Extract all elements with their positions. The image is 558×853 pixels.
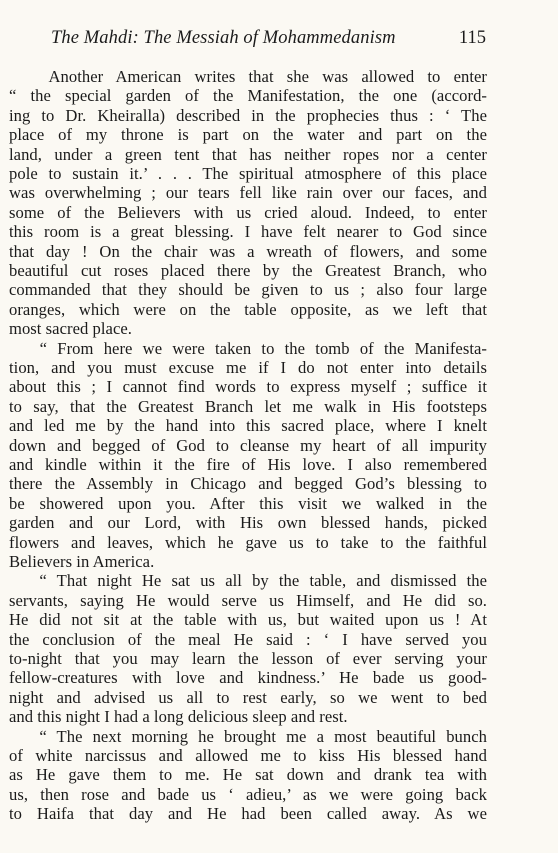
text-line: He did not sit at the table with us, but waited upon us ! At xyxy=(9,610,487,630)
text-line: there the Assembly in Chicago and begged God’s blessing to xyxy=(9,474,487,494)
text-line: was overwhelming ; our tears fell like rain over our faces, and xyxy=(9,183,487,203)
text-line: pole to sustain it.’ . . . The spiritual atmosphere of this place xyxy=(9,164,487,183)
text-line: and led me by the hand into this sacred place, where I knelt xyxy=(9,416,487,436)
text-line: some of the Believers with us cried aloud. Indeed, to enter xyxy=(9,202,487,222)
text-line: garden and our Lord, with His own blessed hands, picked xyxy=(9,513,487,533)
text-line: commanded that they should be given to us ; also four large xyxy=(9,280,487,300)
text-line: “ The next morning he brought me a most beautiful bunch xyxy=(9,726,487,746)
text-line: and kindle within it the fire of His love. I also remembered xyxy=(9,455,487,474)
text-line: night and advised us all to rest early, so we went to bed xyxy=(9,687,487,707)
text-line: that day ! On the chair was a wreath of flowers, and some xyxy=(9,241,487,261)
text-line: tion, and you must excuse me if I do not enter into details xyxy=(9,358,487,377)
text-line: “ From here we were taken to the tomb of the Manifesta- xyxy=(9,338,487,358)
text-line: “ That night He sat us all by the table, and dismissed the xyxy=(9,571,487,591)
text-line: servants, saying He would serve us Himself, and He did so. xyxy=(9,590,487,610)
text-line: place of my throne is part on the water and part on the xyxy=(9,125,487,145)
text-line: land, under a green tent that has neither ropes nor a center xyxy=(9,144,487,164)
text-line: Another American writes that she was allowed to enter xyxy=(9,67,487,86)
text-line: this room is a great blessing. I have felt nearer to God since xyxy=(9,222,487,242)
text-line: most sacred place. xyxy=(9,319,132,339)
text-line: the conclusion of the meal He said : ‘ I have served you xyxy=(9,629,487,649)
text-line: us, then rose and bade us ‘ adieu,’ as we were going back xyxy=(9,784,487,804)
text-line: oranges, which were on the table opposite, as we left that xyxy=(9,299,487,319)
text-line: and this night I had a long delicious sleep and rest. xyxy=(9,707,348,727)
text-line: as He gave them to me. He sat down and drank tea with xyxy=(9,765,487,785)
text-line: of white narcissus and allowed me to kiss His blessed hand xyxy=(9,746,487,765)
running-title: The Mahdi: The Messiah of Mohammedanism xyxy=(51,28,396,48)
text-line: Believers in America. xyxy=(9,552,155,571)
page-number: 115 xyxy=(458,28,486,48)
text-line: to Haifa that day and He had been called away. As we xyxy=(9,804,487,824)
text-line: down and begged of God to cleanse my heart of all impurity xyxy=(9,435,487,455)
text-line: to-night that you may learn the lesson of ever serving your xyxy=(9,649,487,668)
text-line: be showered upon you. After this visit we walked in the xyxy=(9,493,487,513)
text-line: about this ; I cannot find words to express myself ; suffice it xyxy=(9,377,487,397)
text-line: fellow-creatures with love and kindness.’ He bade us good- xyxy=(9,668,487,688)
text-line: ing to Dr. Kheiralla) described in the prophecies thus : ‘ The xyxy=(9,105,487,125)
text-line: flowers and leaves, which he gave us to take to the faithful xyxy=(9,532,487,552)
text-line: to say, that the Greatest Branch let me walk in His footsteps xyxy=(9,396,487,416)
text-line: “ the special garden of the Manifestation, the one (accord- xyxy=(9,86,487,106)
text-line: beautiful cut roses placed there by the Greatest Branch, who xyxy=(9,261,487,280)
